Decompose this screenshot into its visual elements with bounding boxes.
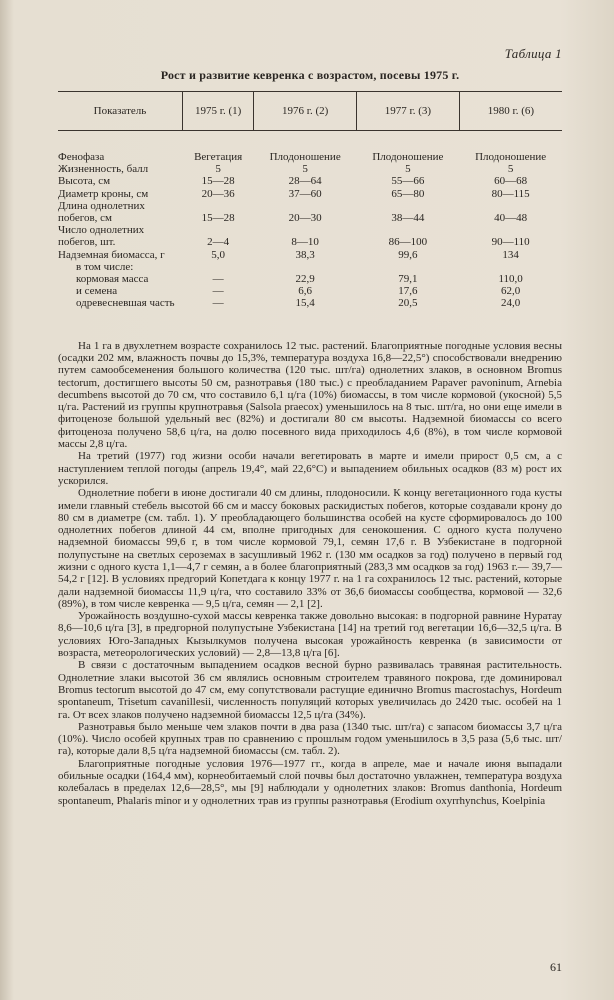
table-cell: 15—28	[201, 212, 235, 225]
table-cell: Плодоношение	[475, 151, 547, 163]
table-row	[58, 131, 562, 164]
column-header: 1980 г. (6)	[459, 92, 562, 131]
paragraph: Урожайность воздушно-сухой массы кевренка также довольно высокая: в подгорной равнине Нуратау 8,6—10,6 ц/га [3], в предгорной полупустыне Узбекистана [14] на третий год вегетации 16,6—32,5 ц/га. В условиях Юго-Западных Кызылкумов получена высокая урожайность кевренка (в зависимости от возраста, метеорологических условий) — 2,8—13,8 ц/га [6].	[58, 610, 562, 660]
table-row	[58, 224, 562, 248]
column-header: Показатель	[58, 92, 183, 131]
table-row	[58, 273, 562, 285]
table-cell: 134	[502, 248, 519, 261]
table-cell: Плодоношение	[372, 151, 444, 163]
table-cell: 6,6	[298, 285, 313, 298]
table-cell: 65—80	[391, 187, 425, 200]
table-cell: 20—36	[201, 187, 235, 200]
paragraph: Разнотравья было меньше чем злаков почти в два раза (1340 тыс. шт/га) с запасом биомассы 3,7 ц/га (10%). Число особей крупных трав по сравнению с прошлым годом уменьшилось в 3,5 раза (5,6 тыс. шт/га), которые дали 8,5 ц/га надземной биомассы (см. табл. 2).	[58, 720, 562, 758]
table-row	[58, 261, 562, 273]
table-cell: 8—10	[291, 236, 319, 249]
row-indicator: одревесневшая часть	[76, 297, 175, 310]
table-title: Рост и развитие кевренка с возрастом, посевы 1975 г.	[160, 68, 460, 82]
table-cell: 86—100	[388, 236, 428, 249]
table-cell: 15—28	[201, 175, 235, 188]
paragraph: На 1 га в двухлетнем возрасте сохранилось 12 тыс. растений. Благоприятные погодные условия весны (осадки 202 мм, влажность почвы до 15,3%, температура воздуха 16,8—22,5°) способствовали внедрению путем самообсеменения большого количества (120 тыс. шт/га) однолетних злаков, в основном Bromus tectorum, достигшего высоты 50 см, разнотравья (180 тыс.) с преобладанием Papaver pavoninum, Arnebia decumbens высотой до 70 см, что составило 6,1 ц/га (10%) биомассы, в том числе кормовой (укосной) 5,5 ц/га. Растений из группы крупнотравья (Salsola praecox) уменьшилось на 8 тыс. шт/га, но они еще имели в фитоценозе большой удельный вес (82%) и достигали 80 см высоты. Надземной биомассы со всего фитоценоза получено 58,6 ц/га, на долю посевного вида приходилось 4,6 (8%), в том числе кормовой массы 2,8 ц/га.	[58, 339, 562, 451]
table-row	[58, 188, 562, 200]
row-indicator: Длина однолетних побегов, см	[58, 199, 145, 225]
row-indicator: в том числе:	[76, 260, 134, 273]
table-cell: 17,6	[398, 285, 418, 298]
paragraph: В связи с достаточным выпадением осадков весной бурно развивалась травяная растительность. Однолетние злаки высотой 36 см являлись основным строителем травяного покрова, где доминировал Bromus tectorum высотой до 47 см, ему сопутствовали растущие единично Bromus macrostachys, Hordeum spontaneum, Trisetum cavanillesii, численность популяций которых увеличилась до 2420 тыс. особей на 1 га. От всех злаков получено надземной биомассы 12,5 ц/га (34%).	[58, 659, 562, 721]
table-cell: 90—110	[491, 236, 530, 249]
table-row	[58, 200, 562, 224]
table-cell: 15,4	[295, 297, 315, 310]
table-cell: 79,1	[398, 273, 418, 286]
table-cell: —	[212, 285, 224, 298]
table-cell: 80—115	[491, 187, 530, 200]
table-cell: 60—68	[494, 175, 528, 188]
row-indicator: Фенофаза	[58, 151, 105, 163]
paragraph: Однолетние побеги в июне достигали 40 см длины, плодоносили. К концу вегетационного года кусты имели главный стебель высотой 66 см и массу боковых раскидистых побегов, которые создавали крону до 80 см в диаметре (см. табл. 1). У преобладающего большинства особей на кусте сформировалось до 100 однолетних побегов длиной 44 см, вполне пригодных для сенокошения. С одного куста получено надземной биомассы 99,6 г, в том числе кормовой 79,1, семян 17,6 г. В Узбекистане в подгорной полупустыне на светлых сероземах в засушливый 1962 г. (130 мм осадков за год) получено в первый год жизни с одного куста 1,1—4,7 г семян, а в более благоприятный (283,3 мм осадков за год) 1963 г.— 39,7—54,2 г [12]. В условиях предгорий Копетдага к концу 1977 г. на 1 га сохранилось 12 тыс. растений, которые дали надземной биомассы 11,9 ц/га, что составило 33% от 36,6 биомассы сообщества, кормовой — 32,6 (89%), в том числе кевренка — 9,5 ц/га, семян — 2,1 [2].	[58, 487, 562, 610]
table-cell	[183, 261, 254, 273]
table-row	[58, 163, 562, 175]
table-cell: 22,9	[295, 273, 315, 286]
table-row	[58, 285, 562, 297]
row-indicator: Высота, см	[58, 175, 111, 188]
row-indicator: Диаметр кроны, см	[58, 187, 149, 200]
table-cell: 20,5	[398, 297, 418, 310]
table-cell	[254, 261, 357, 273]
table-header-row	[58, 92, 562, 131]
row-indicator: Число однолетних побегов, шт.	[58, 224, 145, 249]
row-indicator: и семена	[76, 285, 118, 298]
column-header: 1977 г. (3)	[357, 92, 460, 131]
data-table	[58, 91, 562, 312]
table-cell: 62,0	[501, 285, 521, 298]
table-cell	[459, 261, 562, 273]
column-header: 1976 г. (2)	[254, 92, 357, 131]
paragraph: Благоприятные погодные условия 1976—1977 гг., когда в апреле, мае и начале июня выпадали обильные осадки (164,4 мм), корнеобитаемый слой почвы был достаточно увлажнен, температура воздуха колебалась в пределах 12,6—28,5°, мы [9] наблюдали у однолетних злаков: Bromus danthonia, Hordeum spontaneum, Phalaris minor и у однолетних трав из группы разнотравья (Erodium oxyrrhynchus, Koelpinia	[58, 757, 562, 807]
table-cell: 5	[302, 163, 308, 176]
page-number: 61	[550, 960, 562, 974]
table-row	[58, 175, 562, 187]
table-cell: 5	[507, 163, 514, 176]
table-cell: 20—30	[288, 212, 322, 225]
table-number: Таблица 1	[504, 46, 562, 61]
row-indicator: Жизненность, балл	[58, 163, 149, 176]
table-cell: 5	[215, 163, 221, 176]
table-row	[58, 249, 562, 261]
column-header: 1975 г. (1)	[183, 92, 254, 131]
table-cell: 38,3	[295, 248, 315, 261]
table-cell: 5	[405, 163, 411, 176]
table-cell: 24,0	[501, 297, 521, 310]
table-cell: 28—64	[288, 175, 322, 188]
table-row	[58, 297, 562, 311]
table-cell: Вегетация	[194, 151, 243, 163]
table-cell: —	[212, 297, 224, 310]
table-cell: 99,6	[398, 248, 418, 261]
row-indicator: Надземная биомасса, г	[58, 248, 165, 261]
row-indicator: кормовая масса	[76, 273, 149, 286]
table-cell: Плодоношение	[269, 151, 341, 163]
table-cell: 5,0	[211, 248, 226, 261]
table-cell	[357, 261, 460, 273]
table-cell: 2—4	[207, 236, 230, 249]
table-cell: 40—48	[494, 212, 528, 225]
table-cell: 37—60	[288, 187, 322, 200]
body-text	[58, 340, 562, 807]
table-cell: 55—66	[391, 175, 425, 188]
paragraph: На третий (1977) год жизни особи начали вегетировать в марте и имели прирост 0,5 см, а с наступлением теплой погоды (апрель 19,4°, май 22,6°С) и выпадением обильных осадков (83 м) рост их ускорился.	[58, 450, 562, 487]
table-cell: 38—44	[391, 212, 425, 225]
table-cell: —	[212, 273, 224, 286]
table-body	[58, 131, 562, 312]
table-cell: 110,0	[498, 273, 523, 286]
